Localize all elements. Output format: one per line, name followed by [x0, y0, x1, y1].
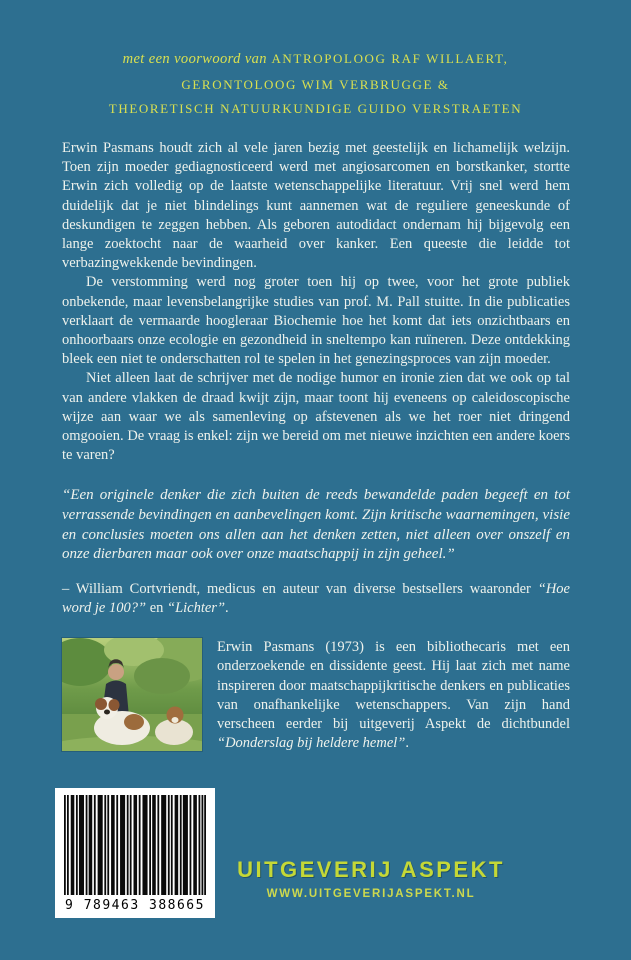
foreword-credit: [0, 0, 631, 121]
isbn-barcode: [55, 788, 215, 918]
bottom-section: [55, 788, 576, 918]
attribution-book-title-2: “Lichter”: [167, 599, 226, 616]
blurb-paragraph-2: De verstomming werd nog groter toen hij op twee, voor het grote publiek onbekende, maar levensbelangrijke studies van prof. M. Pall stuitte. In die publicaties verklaart de vermaarde hoogleraar Biochemie hoe het komt dat iets onzichtbaars en onhoorbaars onze ecologie en gezondheid in sneltempo kan ruïneren. Deze ontdekking bleek een niet te onderschatten rol te spelen in het genezingsproces van zijn moeder.: [62, 274, 570, 368]
blurb-paragraph-1: Erwin Pasmans houdt zich al vele jaren bezig met geestelijk en lichamelijk welzijn. Toen zijn moeder gediagnosticeerd werd met angiosarcomen en borstkanker, stortte Erwin zich volledig op de laatste wetenschappelijke literatuur. Vrij snel werd hem duidelijk dat je niet blindelings kunt aannemen wat de reguliere geneeskunde of deskundigen te zeggen hebben. Als geboren autodidact ondernam hij bijgevolg een lange zoektocht naar de waarheid over kanker. Een queeste die leidde tot verbazingwekkende bevindingen.: [62, 139, 570, 272]
author-bio-period: .: [405, 735, 409, 752]
foreword-name-1: ANTROPOLOOG RAF WILLAERT,: [271, 51, 509, 66]
isbn-number: 9 789463 388665: [65, 898, 205, 913]
author-photo: [62, 638, 202, 751]
attribution-conjunction: en: [146, 599, 167, 616]
author-bio-book-title: “Donderslag bij heldere hemel”: [217, 735, 406, 752]
author-photo-illustration: [62, 638, 202, 751]
foreword-line-3: THEORETISCH NATUURKUNDIGE GUIDO VERSTRAETEN: [108, 100, 523, 116]
foreword-line-1: [0, 46, 631, 73]
quote-attribution: [62, 580, 570, 618]
publisher-logo: UITGEVERIJ ASPEKT: [237, 857, 505, 882]
author-bio: [217, 638, 570, 753]
publisher-block: [237, 857, 505, 918]
attribution-period: .: [225, 599, 229, 616]
blurb-paragraph-3: Niet alleen laat de schrijver met de nodige humor en ironie zien dat we ook op tal van andere vlakken de draad kwijt zijn, maar toont hij eveneens op caleidoscopische wijze aan waar we als samenleving op afstevenen als we het roer niet dringend omgooien. De vraag is enkel: zijn we bereid om met nieuwe inzichten een andere koers te varen?: [62, 370, 570, 464]
author-section: [62, 638, 570, 753]
attribution-text: – William Cortvriendt, medicus en auteur van diverse bestsellers waaronder: [62, 580, 538, 597]
barcode-bars: [64, 795, 206, 895]
attribution-book-title-1: “Hoe word je 100?”: [62, 580, 570, 616]
publisher-website: WWW.UITGEVERIJASPEKT.NL: [266, 888, 476, 900]
foreword-line-2: GERONTOLOOG WIM VERBRUGGE &: [181, 76, 450, 92]
review-quote: “Een originele denker die zich buiten de reeds bewandelde paden begeeft en tot verrassende bevindingen en aanbevelingen komt. Zijn kritische waarnemingen, visie en conclusies moeten ons allen aan het denken zetten, niet alleen over onszelf en onze dierbaren maar ook over onze maatschappij in zijn geheel.”: [62, 487, 570, 563]
foreword-intro: met een voorwoord van: [122, 51, 267, 67]
blurb: [62, 139, 570, 465]
author-bio-text: Erwin Pasmans (1973) is een bibliothecaris met een onderzoekende en dissidente geest. Hij laat zich met name inspireren door maatschappijkritische denkers en publicaties van onafhankelijke wetenschappers. Van zijn hand verscheen eerder bij uitgeverij Aspekt de dichtbundel: [217, 639, 570, 732]
